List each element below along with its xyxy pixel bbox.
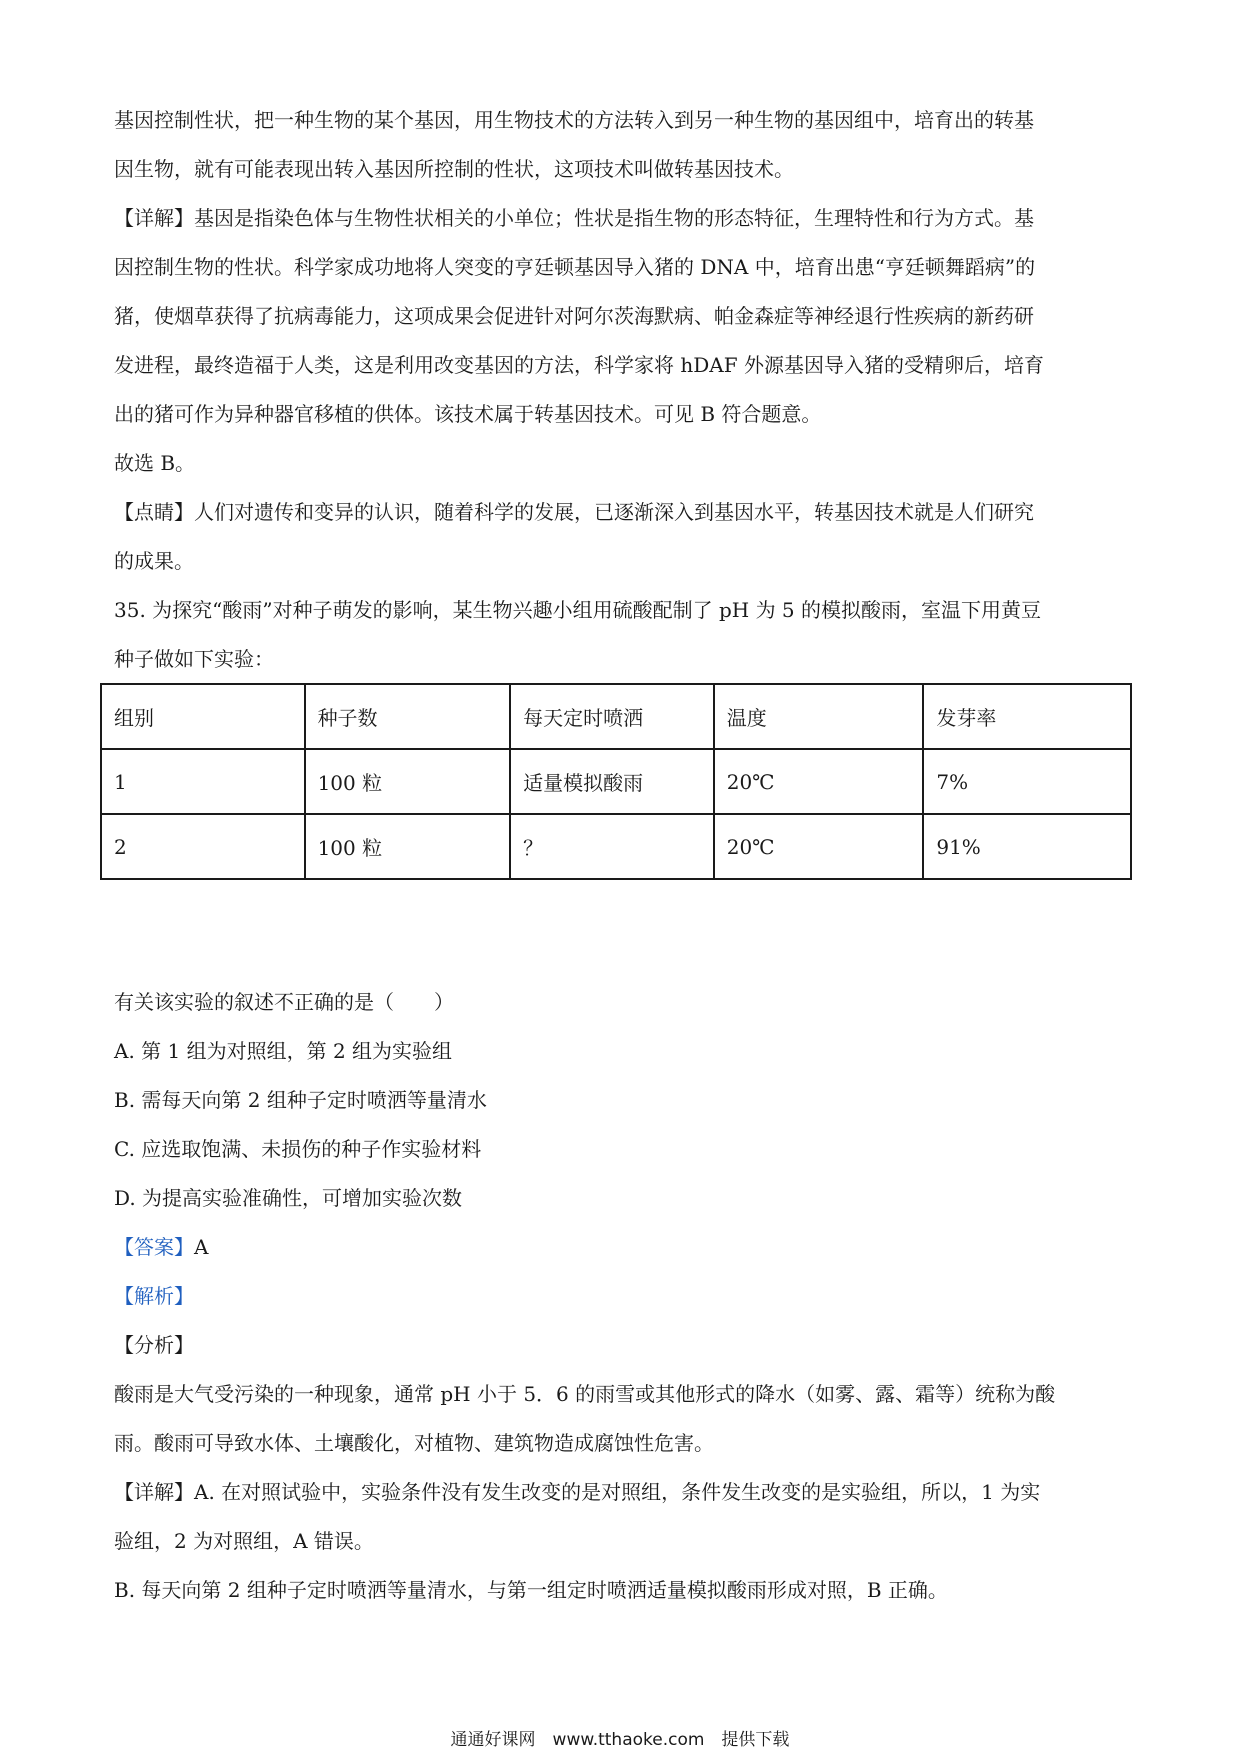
text-line: 故选 B。	[114, 451, 196, 475]
text-line: 出的猪可作为异种器官移植的供体。该技术属于转基因技术。可见 B 符合题意。	[114, 402, 822, 426]
detail2-b-line	[114, 1566, 1136, 1615]
option-b: B. 需每天向第 2 组种子定时喷洒等量清水	[114, 1088, 487, 1112]
table-cell: ？	[510, 814, 714, 879]
table-cell: 适量模拟酸雨	[510, 749, 714, 814]
text-line: 【详解】基因是指染色体与生物性状相关的小单位；性状是指生物的形态特征，生理特性和行为方式。基	[114, 206, 1034, 230]
table-cell: 20℃	[714, 749, 924, 814]
options-list	[114, 1027, 1136, 1223]
table-header-cell: 组别	[101, 684, 305, 749]
comment-paragraph	[114, 488, 1136, 586]
experiment-table	[100, 683, 1132, 880]
text-line: 酸雨是大气受污染的一种现象，通常 pH 小于 5．6 的雨雪或其他形式的降水（如雾、露、霜等）统称为酸	[114, 1382, 1056, 1406]
text-line: 发进程，最终造福于人类，这是利用改变基因的方法，科学家将 hDAF 外源基因导入猪的受精卵后，培育	[114, 353, 1044, 377]
answer-label: 【答案】	[114, 1235, 194, 1259]
text-line: 验组，2 为对照组，A 错误。	[114, 1529, 374, 1553]
text-line: 【点睛】人们对遗传和变异的认识，随着科学的发展，已逐渐深入到基因水平，转基因技术就是人们研究	[114, 500, 1034, 524]
page-footer: 通通好课网 www.tthaoke.com 提供下载	[450, 1730, 790, 1750]
text-line: 35. 为探究“酸雨”对种子萌发的影响，某生物兴趣小组用硫酸配制了 pH 为 5 的模拟酸雨，室温下用黄豆	[114, 598, 1042, 622]
table-row	[101, 749, 1131, 814]
option-a: A. 第 1 组为对照组，第 2 组为实验组	[114, 1039, 453, 1063]
text-line: 的成果。	[114, 549, 194, 573]
table-header-cell: 种子数	[305, 684, 511, 749]
detail2-paragraph	[114, 1468, 1136, 1566]
text-line: 【详解】A. 在对照试验中，实验条件没有发生改变的是对照组，条件发生改变的是实验组，所以，1 为实	[114, 1480, 1041, 1504]
analysis-label: 【解析】	[114, 1284, 194, 1308]
table-cell: 91%	[923, 814, 1131, 879]
table-cell: 1	[101, 749, 305, 814]
table-cell: 100 粒	[305, 814, 511, 879]
fenxi-paragraph	[114, 1370, 1136, 1468]
text-line: 有关该实验的叙述不正确的是（ ）	[114, 990, 454, 1014]
answer-line	[114, 1223, 1136, 1272]
table-header-cell: 温度	[714, 684, 924, 749]
choice-line	[114, 439, 1136, 488]
option-c: C. 应选取饱满、未损伤的种子作实验材料	[114, 1137, 482, 1161]
text-line: 因生物，就有可能表现出转入基因所控制的性状，这项技术叫做转基因技术。	[114, 157, 794, 181]
text-line: 猪，使烟草获得了抗病毒能力，这项成果会促进针对阿尔茨海默病、帕金森症等神经退行性疾病的新药研	[114, 304, 1034, 328]
question-stem	[114, 586, 1136, 684]
table-header-row	[101, 684, 1131, 749]
detail-paragraph	[114, 194, 1136, 439]
question-prompt	[114, 978, 1136, 1027]
answer-value: A	[194, 1235, 209, 1259]
table-header-cell: 发芽率	[923, 684, 1131, 749]
fenxi-heading	[114, 1321, 1136, 1370]
table-cell: 2	[101, 814, 305, 879]
text-line: 雨。酸雨可导致水体、土壤酸化，对植物、建筑物造成腐蚀性危害。	[114, 1431, 714, 1455]
answer-row	[114, 1223, 1136, 1272]
fenxi-label: 【分析】	[114, 1333, 194, 1357]
text-line: 因控制生物的性状。科学家成功地将人突变的亨廷顿基因导入猪的 DNA 中，培育出患“亨廷顿舞蹈病”的	[114, 255, 1036, 279]
intro-paragraph	[114, 96, 1136, 194]
option-d: D. 为提高实验准确性，可增加实验次数	[114, 1186, 463, 1210]
analysis-heading	[114, 1272, 1136, 1321]
table-cell: 20℃	[714, 814, 924, 879]
table-cell: 100 粒	[305, 749, 511, 814]
table-row	[101, 814, 1131, 879]
table-cell: 7%	[923, 749, 1131, 814]
text-line: 基因控制性状，把一种生物的某个基因，用生物技术的方法转入到另一种生物的基因组中，培育出的转基	[114, 108, 1034, 132]
text-line: 种子做如下实验：	[114, 647, 274, 671]
table-header-cell: 每天定时喷洒	[510, 684, 714, 749]
text-line: B. 每天向第 2 组种子定时喷洒等量清水，与第一组定时喷洒适量模拟酸雨形成对照，B 正确。	[114, 1578, 948, 1602]
